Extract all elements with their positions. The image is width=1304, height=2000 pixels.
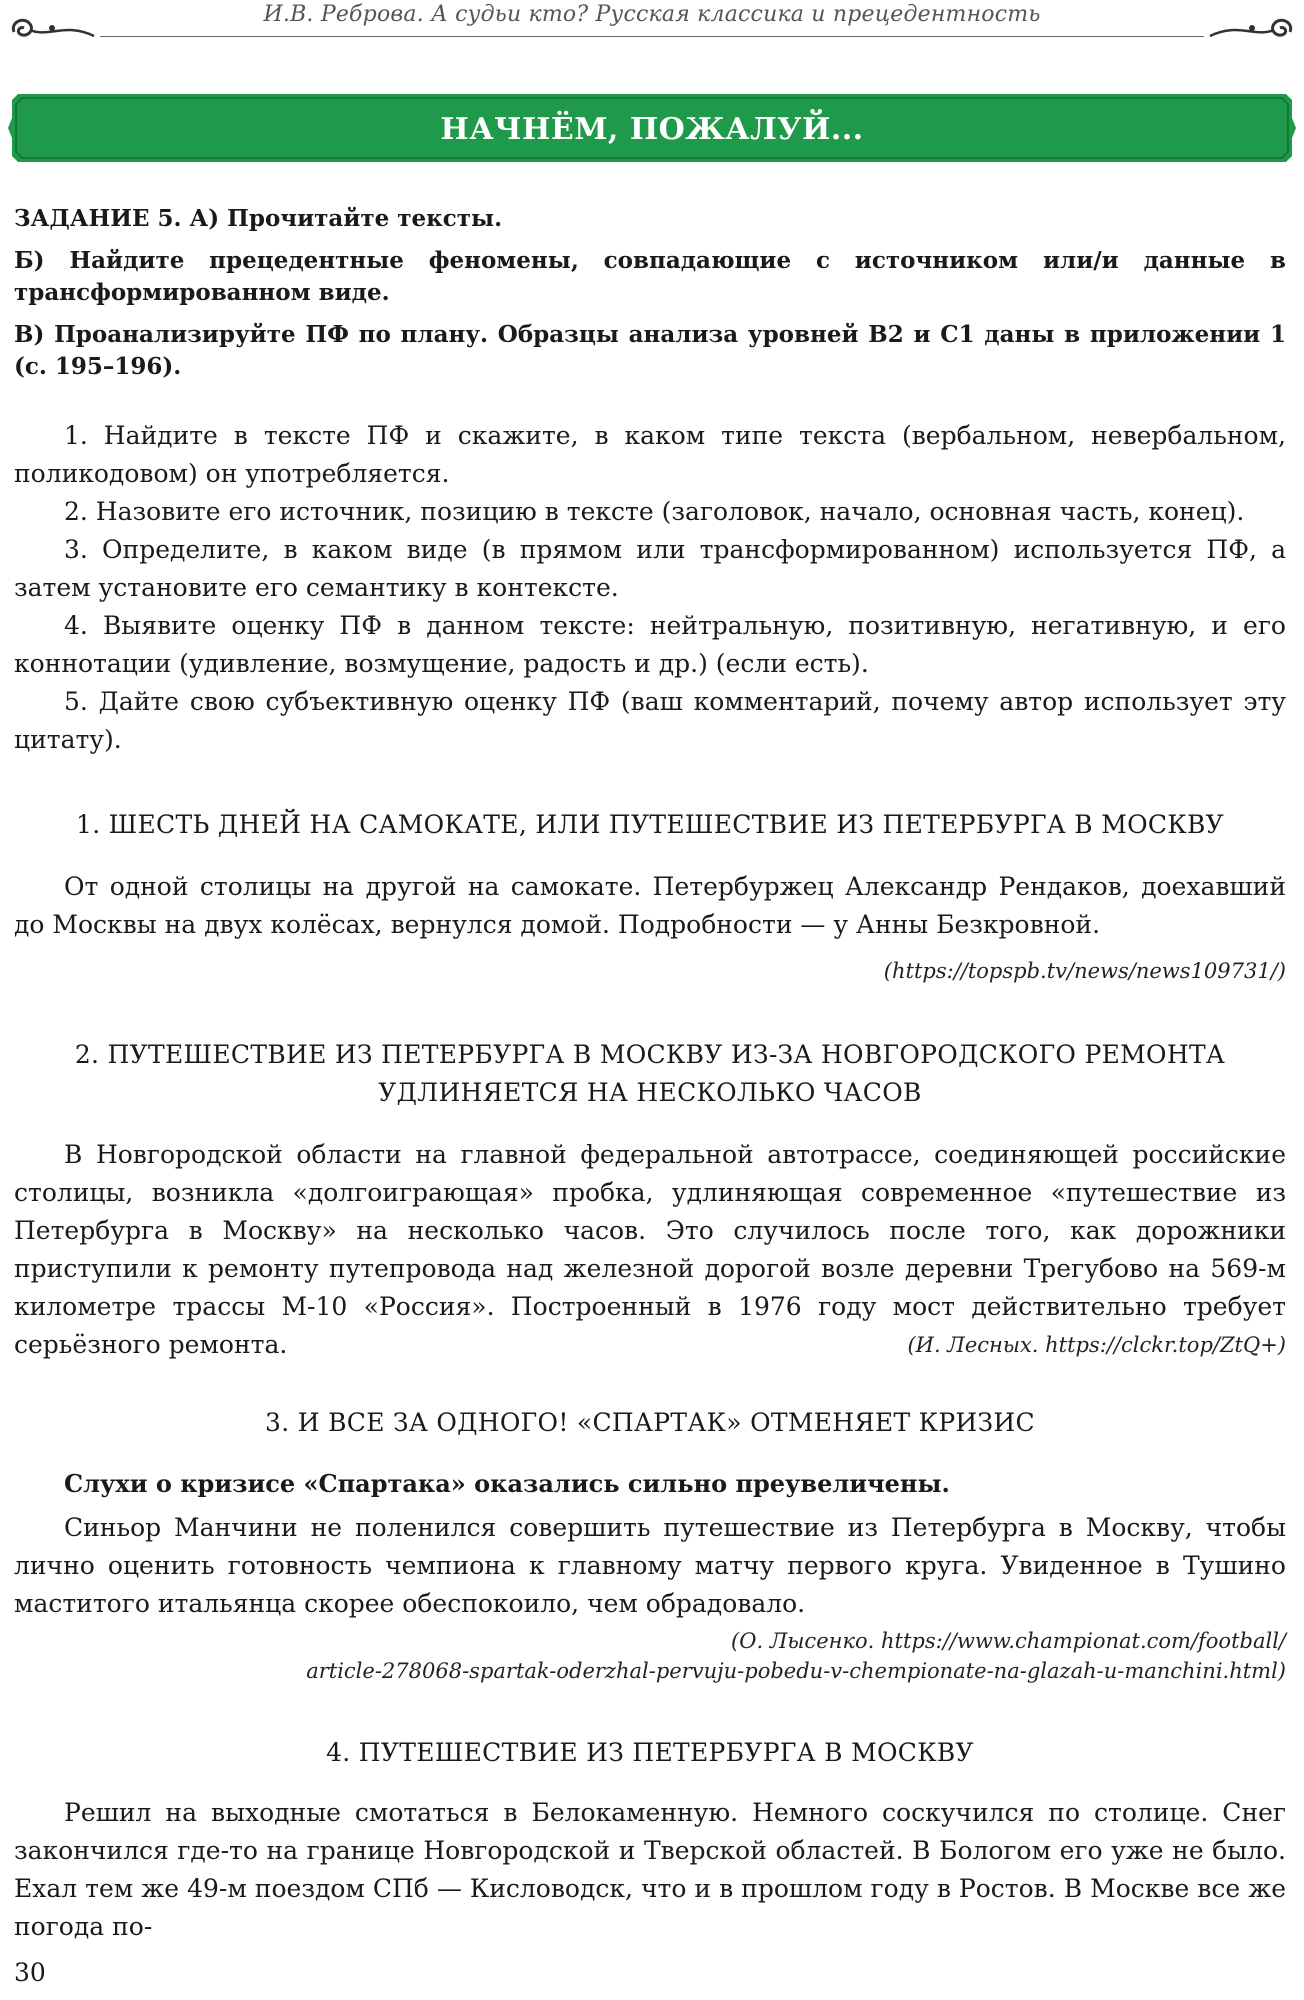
plan-item: 2. Назовите его источник, позицию в тексте (заголовок, начало, основная часть, конец). [64,497,1245,526]
source-link-line2: article-278068-spartak-oderzhal-pervuju-pobedu-v-chempionate-na-glazah-u-manchini.html) [306,1659,1286,1683]
plan-item: 3. Определите, в каком виде (в прямом или трансформированном) используется ПФ, а затем установите его семантику в контексте. [14,535,1286,602]
page-number: 30 [14,1958,46,1987]
analysis-plan [14,417,1286,759]
section-text: От одной столицы на другой на самокате. Петербуржец Александр Рендаков, доехавший до Москвы на двух колёсах, вернулся домой. Подробности — у Анны Безкровной. [14,872,1286,939]
section-text: В Новгородской области на главной федеральной автотрассе, соединяющей российские столицы, возникла «долгоиграющая» пробка, удлиняющая современное «путешествие из Петербурга в Москву» на несколько часов. Это случилось после того, как дорожники приступили к ремонту путепровода над железной дорогой возле деревни Трегубово на 569-м километре трассы М-10 «Россия». Построенный в 1976 году мост действительно требует серьёзного ремонта. [14,1140,1286,1359]
section-2 [14,1036,1286,1112]
section-heading: 4. ПУТЕШЕСТВИЕ ИЗ ПЕТЕРБУРГА В МОСКВУ [326,1738,974,1767]
task-block [14,203,1286,383]
task-line-b: Б) Найдите прецедентные феномены, совпадающие с источником или/и данные в трансформированном виде. [14,247,1286,306]
section-3-source [14,1626,1286,1686]
header-rule [100,36,1204,37]
plan-item: 5. Дайте свою субъективную оценку ПФ (ваш комментарий, почему автор использует эту цитату). [14,687,1286,754]
banner-title: НАЧНЁМ, ПОЖАЛУЙ... [440,112,864,147]
plan-item: 1. Найдите в тексте ПФ и скажите, в каком типе текста (вербальном, невербальном, поликодовом) он употребляется. [14,421,1286,488]
section-3 [14,1404,1286,1442]
section-lead: Слухи о кризисе «Спартака» оказались сильно преувеличены. [64,1469,950,1498]
section-4-body [14,1794,1286,1946]
section-text: Синьор Манчини не поленился совершить путешествие из Петербурга в Москву, чтобы лично оценить готовность чемпиона к главному матчу первого круга. Увиденное в Тушино маститого итальянца скорее обеспокоило, чем обрадовало. [14,1513,1286,1618]
section-text: Решил на выходные смотаться в Белокаменную. Немного соскучился по столице. Снег закончился где-то на границе Новгородской и Тверской областей. В Бологом его уже не было. Ехал тем же 49-м поездом СПб — Кисловодск, что и в прошлом году в Ростов. В Москве все же погода по- [14,1798,1286,1941]
task-line-a: ЗАДАНИЕ 5. А) Прочитайте тексты. [14,205,503,232]
source-link-line1: (О. Лысенко. https://www.championat.com/football/ [731,1629,1286,1653]
section-1 [14,806,1286,844]
section-2-source [14,1330,1286,1360]
running-title: И.В. Реброва. А судьи кто? Русская классика и прецедентность [263,2,1041,27]
right-swirl-ornament-icon [1206,12,1296,48]
section-1-body [14,868,1286,944]
source-link: (И. Лесных. https://clckr.top/ZtQ+) [907,1333,1286,1357]
section-3-body [14,1465,1286,1623]
section-heading: 3. И ВСЕ ЗА ОДНОГО! «СПАРТАК» ОТМЕНЯЕТ КРИЗИС [265,1408,1035,1437]
task-line-c: В) Проанализируйте ПФ по плану. Образцы анализа уровней В2 и С1 даны в приложении 1 (с. 195–196). [14,321,1286,380]
section-heading: 1. ШЕСТЬ ДНЕЙ НА САМОКАТЕ, ИЛИ ПУТЕШЕСТВИЕ ИЗ ПЕТЕРБУРГА В МОСКВУ [75,810,1225,839]
source-link: (https://topspb.tv/news/news109731/) [883,959,1286,983]
section-4 [14,1734,1286,1772]
section-banner [8,90,1296,166]
running-header [0,0,1304,60]
section-heading-line1: 2. ПУТЕШЕСТВИЕ ИЗ ПЕТЕРБУРГА В МОСКВУ ИЗ-ЗА НОВГОРОДСКОГО РЕМОНТА [74,1040,1226,1069]
section-1-source [14,956,1286,986]
section-heading-line2: УДЛИНЯЕТСЯ НА НЕСКОЛЬКО ЧАСОВ [378,1078,922,1107]
plan-item: 4. Выявите оценку ПФ в данном тексте: нейтральную, позитивную, негативную, и его коннотации (удивление, возмущение, радость и др.) (если есть). [14,611,1286,678]
